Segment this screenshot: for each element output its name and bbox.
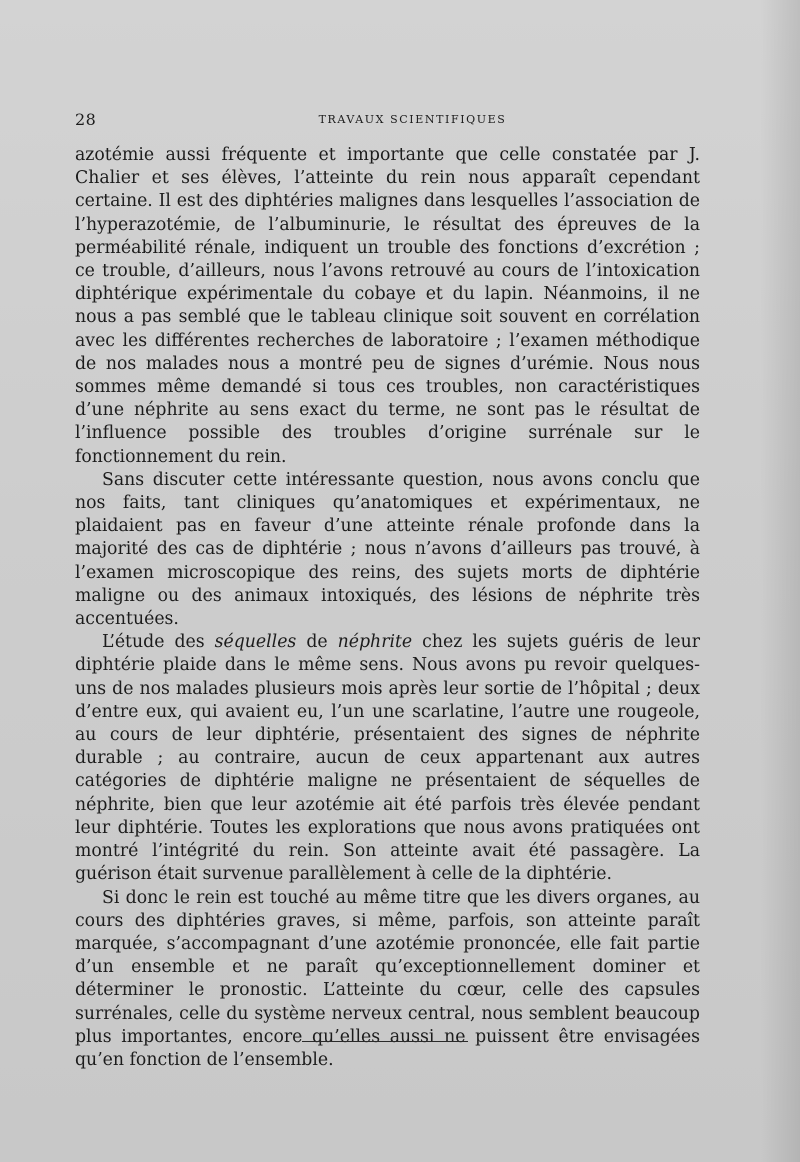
- paragraph: Sans discuter cette intéressante question, nous avons conclu que nos faits, tant cliniques qu’anatomiques et expérimentaux, ne plaidaient pas en faveur d’une atteinte rénale profonde dans la majorité des cas de diphtérie ; nous n’avons d’ailleurs pas trouvé, à l’examen microscopique des reins, des sujets morts de diphtérie maligne ou des animaux intoxiqués, des lésions de néphrite très accentuées.: [75, 469, 700, 630]
- page-number: 28: [75, 110, 97, 129]
- paragraph: azotémie aussi fréquente et importante que celle constatée par J. Chalier et ses élèves, l’atteinte du rein nous apparaît cependant certaine. Il est des diphtéries malignes dans lesquelles l’association de l’hyperazotémie, de l’albuminurie, le résultat des épreuves de la perméabilité rénale, indiquent un trouble des fonctions d’excrétion ; ce trouble, d’ailleurs, nous l’avons retrouvé au cours de l’intoxication diphtérique expérimentale du cobaye et du lapin. Néanmoins, il ne nous a pas semblé que le tableau clinique soit souvent en corrélation avec les différentes recherches de laboratoire ; l’examen méthodique de nos malades nous a montré peu de signes d’urémie. Nous nous sommes même demandé si tous ces troubles, non caractéristiques d’une néphrite au sens exact du terme, ne sont pas le résultat de l’influence possible des troubles d’origine surrénale sur le fonctionnement du rein.: [75, 145, 700, 467]
- page-edge-shadow: [760, 0, 800, 1162]
- body-text: [75, 144, 700, 1072]
- paragraph: [75, 631, 700, 886]
- paragraph-mid: de: [296, 632, 338, 653]
- paragraph-lead: L’étude des: [102, 632, 215, 653]
- running-head: [75, 110, 700, 132]
- section-end-rule: [302, 1041, 468, 1042]
- paragraph-rest: chez les sujets guéris de leur diphtérie plaide dans le même sens. Nous avons pu revoir quelques-uns de nos malades plusieurs mois après leur sortie de l’hôpital ; deux d’entre eux, qui avaient eu, l’un une scarlatine, l’autre une rougeole, au cours de leur diphtérie, présentaient des signes de néphrite durable ; au contraire, aucun de ceux appartenant aux autres catégories de diphtérie maligne ne présentaient de séquelles de néphrite, bien que leur azotémie ait été parfois très élevée pendant leur diphtérie. Toutes les explorations que nous avons pratiquées ont montré l’intégrité du rein. Son atteinte avait été passagère. La guérison était survenue parallèlement à celle de la diphtérie.: [75, 632, 700, 885]
- running-head-title: TRAVAUX SCIENTIFIQUES: [318, 113, 507, 126]
- paragraph: Si donc le rein est touché au même titre que les divers organes, au cours des diphtéries graves, si même, parfois, son atteinte paraît marquée, s’accompagnant d’une azotémie prononcée, elle fait partie d’un ensemble et ne paraît qu’exceptionnellement dominer et déterminer le pronostic. L’atteinte du cœur, celle des capsules surrénales, celle du système nerveux central, nous semblent beaucoup plus importantes, encore qu’elles aussi ne puissent être envisagées qu’en fonction de l’ensemble.: [75, 887, 700, 1070]
- italic-term: séquelles: [214, 632, 297, 653]
- italic-term: néphrite: [337, 632, 413, 653]
